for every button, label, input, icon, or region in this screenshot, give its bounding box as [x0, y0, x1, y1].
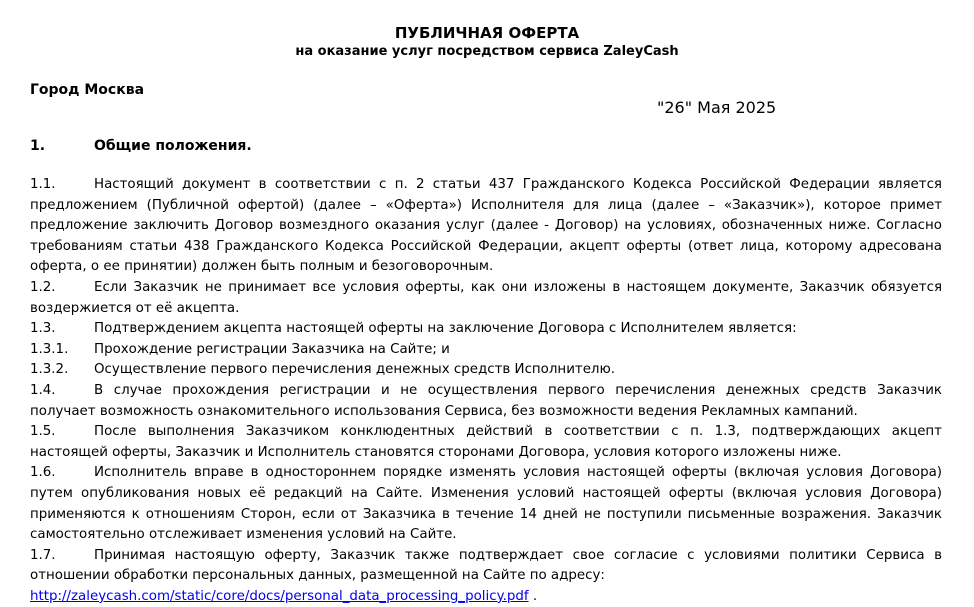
paragraph-text: Осуществление первого перечисления денежных средств Исполнителю. [94, 362, 616, 378]
document-body [30, 175, 942, 607]
paragraph-1-4 [30, 381, 942, 422]
link-suffix: . [528, 588, 538, 604]
paragraph-1-6 [30, 463, 942, 545]
document-subtitle: на оказание услуг посредством сервиса ZaleyCash [295, 44, 679, 59]
paragraph-1-3-2 [30, 360, 942, 381]
paragraph-number: 1.7. [30, 547, 56, 563]
paragraph-1-7 [30, 546, 942, 587]
section-title: Общие положения. [94, 138, 252, 154]
paragraph-number: 1.2. [30, 279, 56, 295]
paragraph-text: Исполнитель вправе в одностороннем порядке изменять условия настоящей оферты (включая условия Договора) путем опубликования новых её редакций на Сайте. Изменения условий настоящей оферты (включая условия Договора) применяются к отношениям Сторон, если от Заказчика в течение 14 дней не поступили письменные возражения. Заказчик самостоятельно отслеживает изменения условий на Сайте. [30, 465, 942, 543]
city: Город Москва [30, 82, 145, 98]
paragraph-text: Подтверждением акцепта настоящей оферты на заключение Договора с Исполнителем является: [94, 321, 797, 337]
paragraph-text: Прохождение регистрации Заказчика на Сайте; и [94, 341, 450, 357]
policy-link[interactable]: http://zaleycash.com/static/core/docs/personal_data_processing_policy.pdf [30, 588, 529, 604]
paragraph-text: В случае прохождения регистрации и не осуществления первого перечисления денежных средств Заказчик получает возможность ознакомительного использования Сервиса, без возможности ведения Рекламных кампаний. [30, 382, 942, 419]
paragraph-number: 1.5. [30, 424, 56, 440]
paragraph-1-3 [30, 319, 942, 340]
paragraph-number: 1.6. [30, 465, 56, 481]
document-date: "26" Мая 2025 [657, 98, 777, 117]
paragraph-number: 1.4. [30, 382, 56, 398]
paragraph-number: 1.3.2. [30, 362, 69, 378]
paragraph-text: Настоящий документ в соответствии с п. 2 статьи 437 Гражданского Кодекса Российской Федерации является предложением (Публичной офертой) (далее – «Оферта») Исполнителя для лица (далее – «Заказчик»), которое примет предложение заключить Договор возмездного оказания услуг (далее - Договор) на условиях, обозначенных ниже. Согласно требованиям статьи 438 Гражданского Кодекса Российской Федерации, акцепт оферты (ответ лица, которому адресована оферта, о ее принятии) должен быть полным и безоговорочным. [30, 177, 942, 275]
paragraph-text: Принимая настоящую оферту, Заказчик также подтверждает свое согласие с условиями политики Сервиса в отношении обработки персональных данных, размещенной на Сайте по адресу: [30, 547, 942, 584]
paragraph-1-3-1 [30, 340, 942, 361]
paragraph-number: 1.3. [30, 321, 56, 337]
paragraph-number: 1.3.1. [30, 341, 69, 357]
policy-link-line [30, 587, 942, 607]
paragraph-1-2 [30, 278, 942, 319]
paragraph-text: Если Заказчик не принимает все условия оферты, как они изложены в настоящем документе, Заказчик обязуется воздержиется от её акцепта. [30, 279, 942, 316]
paragraph-text: После выполнения Заказчиком конклюдентных действий в соответствии с п. 1.3, подтверждающих акцепт настоящей оферты, Заказчик и Исполнитель становятся сторонами Договора, условия которого изложены ниже. [30, 424, 942, 460]
paragraph-number: 1.1. [30, 177, 56, 192]
document-title: ПУБЛИЧНАЯ ОФЕРТА [394, 24, 580, 42]
paragraph-1-5 [30, 422, 942, 463]
section-number: 1. [30, 138, 46, 154]
paragraph-1-1 [30, 175, 942, 278]
